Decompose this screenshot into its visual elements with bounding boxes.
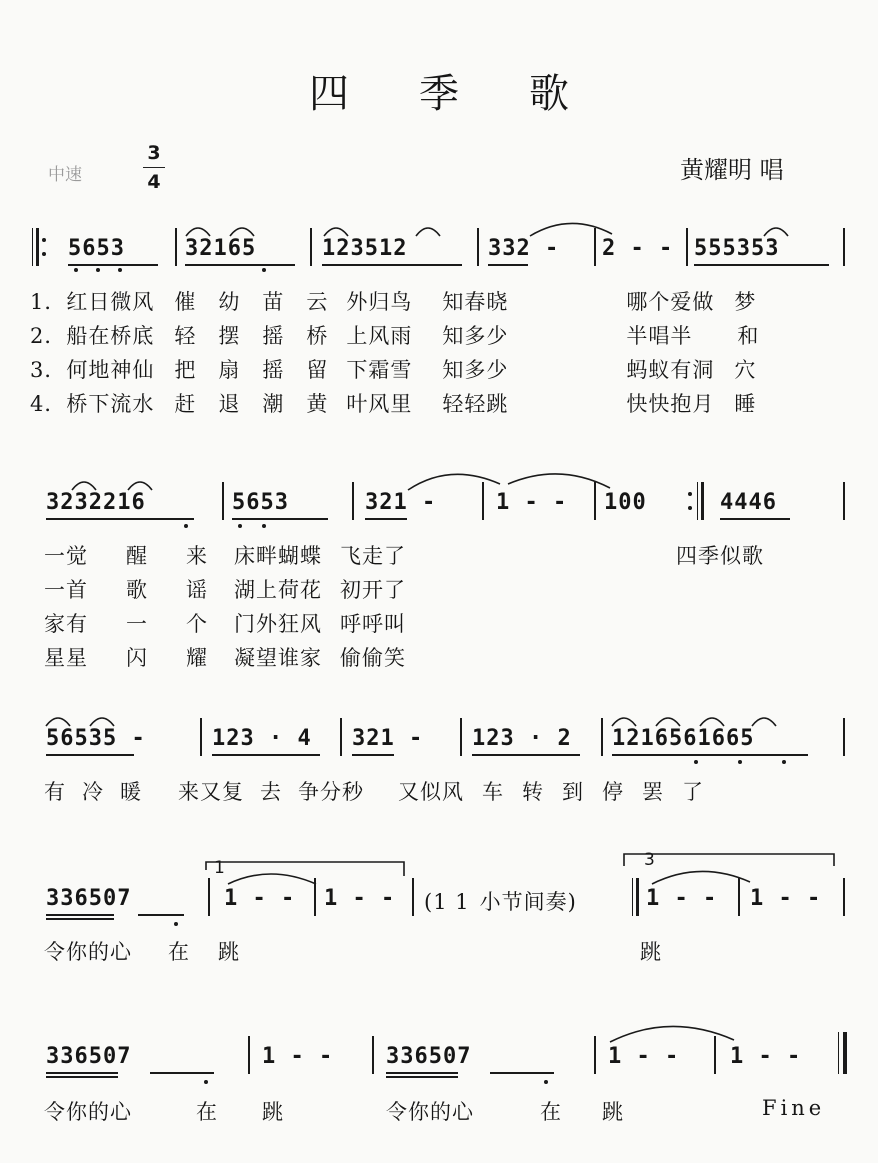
measure: 332 - xyxy=(488,236,560,261)
tempo-marking: 中速 xyxy=(48,165,82,185)
measure: 3232216 xyxy=(46,490,146,515)
lyric: 初开了 xyxy=(340,578,406,602)
lyric: 幼 xyxy=(218,290,241,314)
slur xyxy=(230,228,254,236)
lyric: 1．红日微风 xyxy=(30,290,155,314)
fine-marking: Fine xyxy=(762,1096,826,1120)
lyric: 来又复 xyxy=(178,780,244,804)
lyric: 退 xyxy=(218,392,241,416)
lyric: 2．船在桥底 xyxy=(30,324,155,348)
third-ending-bracket xyxy=(624,854,834,866)
lyric: 令你的心 xyxy=(44,1100,132,1124)
lyric: 床畔蝴蝶 xyxy=(234,544,322,568)
measure: 1 - - xyxy=(262,1044,334,1069)
lyric: 外归鸟 xyxy=(346,290,413,314)
lyric: 在 xyxy=(168,940,190,964)
lyric: 跳 xyxy=(602,1100,624,1124)
lyric: 到 xyxy=(562,780,584,804)
lyric: 留 xyxy=(306,358,329,382)
measure: 321 - xyxy=(365,490,437,515)
lyric: 叶风里 xyxy=(346,392,413,416)
lyric: 湖上荷花 xyxy=(234,578,322,602)
tie xyxy=(530,223,612,236)
lyric: 来 xyxy=(186,544,208,568)
lyric: 呼呼叫 xyxy=(340,612,406,636)
lyric: 罢 xyxy=(642,780,664,804)
lyric: 穴 xyxy=(734,358,757,382)
lyric: 潮 xyxy=(262,392,285,416)
lyric: 一觉 xyxy=(44,544,88,568)
measure: 1 - - xyxy=(496,490,568,515)
lyric: 睡 xyxy=(734,392,757,416)
lyric: 有 xyxy=(44,780,66,804)
lyric: 跳 xyxy=(218,940,240,964)
tie xyxy=(228,874,316,884)
lyric: 转 xyxy=(522,780,544,804)
lyric: 闪 xyxy=(126,646,148,670)
measure: 123 · 2 xyxy=(472,726,572,751)
measure: 1 - - xyxy=(750,886,822,911)
lyric: 黄 xyxy=(306,392,329,416)
lyric: 在 xyxy=(196,1100,218,1124)
lyric: 歌 xyxy=(126,578,148,602)
measure: 1 - - xyxy=(730,1044,802,1069)
measure: 5653 xyxy=(232,490,289,515)
lyric: 3．何地神仙 xyxy=(30,358,155,382)
measure: 32165 xyxy=(185,236,257,261)
lyric: 了 xyxy=(682,780,704,804)
lyric: 催 xyxy=(174,290,197,314)
interlude-label: 小节间奏) xyxy=(479,890,577,914)
lyric: 苗 xyxy=(262,290,285,314)
tie xyxy=(610,1026,734,1042)
lyric: 车 xyxy=(482,780,504,804)
lyric: 把 xyxy=(174,358,197,382)
song-title: 四季歌 xyxy=(309,71,639,117)
lyric: 令你的心 xyxy=(386,1100,474,1124)
lyric: 门外狂风 xyxy=(234,612,322,636)
first-ending-number: 1 xyxy=(214,858,225,878)
lyric: 和 xyxy=(737,324,760,348)
measure: 1 - - xyxy=(646,886,718,911)
lyric: 赶 xyxy=(174,392,197,416)
slur xyxy=(656,718,680,726)
lyric: 飞走了 xyxy=(340,544,406,568)
singer-credit: 黄耀明 唱 xyxy=(680,156,784,184)
lyric: 梦 xyxy=(734,290,757,314)
lyric: 四季似歌 xyxy=(676,544,764,568)
lyric: 冷 xyxy=(82,780,104,804)
measure: 5653 xyxy=(68,236,125,261)
lyric: 跳 xyxy=(640,940,662,964)
lyric: 桥 xyxy=(306,324,329,348)
time-signature-bottom: 4 xyxy=(147,171,161,193)
lyric: 知多少 xyxy=(442,324,509,348)
lyric: 令你的心 xyxy=(44,940,132,964)
slur xyxy=(612,718,636,726)
measure: 1216561665 xyxy=(612,726,755,751)
lyric: 星星 xyxy=(44,646,88,670)
measure: 123512 xyxy=(322,236,408,261)
measure: 100 xyxy=(604,490,647,515)
lyric: 4．桥下流水 xyxy=(30,392,155,416)
interlude-open: (1 1 xyxy=(424,890,470,914)
time-signature-top: 3 xyxy=(147,142,161,164)
measure: 336507 xyxy=(46,886,132,911)
first-ending-bracket xyxy=(206,862,404,876)
lyric: 轻轻跳 xyxy=(442,392,509,416)
measure: 4446 xyxy=(720,490,777,515)
measure: 1 - - xyxy=(324,886,396,911)
lyric: 上风雨 xyxy=(346,324,413,348)
slur xyxy=(324,228,348,236)
tie xyxy=(508,474,610,488)
lyric: 谣 xyxy=(186,578,208,602)
lyric: 知多少 xyxy=(442,358,509,382)
slur xyxy=(128,482,152,490)
lyric: 暖 xyxy=(120,780,142,804)
slur xyxy=(90,718,114,726)
slur xyxy=(46,718,70,726)
measure: 555353 xyxy=(694,236,780,261)
third-ending-number: 3 xyxy=(644,850,655,870)
lyric: 快快抱月 xyxy=(626,392,715,416)
slur xyxy=(700,718,724,726)
slur xyxy=(72,482,96,490)
lyric: 云 xyxy=(306,290,329,314)
lyric: 凝望谁家 xyxy=(234,646,322,670)
lyric: 偷偷笑 xyxy=(340,646,406,670)
measure: 321 - xyxy=(352,726,424,751)
lyric: 知春晓 xyxy=(442,290,509,314)
tie xyxy=(652,871,750,884)
measure: 2 - - xyxy=(602,236,674,261)
lyric: 下霜雪 xyxy=(346,358,413,382)
slur xyxy=(416,228,440,236)
lyric: 蚂蚁有洞 xyxy=(626,358,715,382)
measure: 56535 - xyxy=(46,726,146,751)
lyric: 一 xyxy=(126,612,148,636)
measure: 336507 xyxy=(46,1044,132,1069)
slur xyxy=(186,228,210,236)
lyric: 摇 xyxy=(262,358,285,382)
lyric: 摆 xyxy=(218,324,241,348)
lyric: 个 xyxy=(186,612,208,636)
lyric: 在 xyxy=(540,1100,562,1124)
lyric: 停 xyxy=(602,780,624,804)
lyric: 哪个爱做 xyxy=(626,290,715,314)
measure: 336507 xyxy=(386,1044,472,1069)
lyric: 一首 xyxy=(44,578,88,602)
lyric: 耀 xyxy=(186,646,208,670)
lyric: 又似风 xyxy=(398,780,464,804)
lyric: 家有 xyxy=(44,612,88,636)
slur xyxy=(764,228,788,236)
measure: 1 - - xyxy=(608,1044,680,1069)
lyric: 轻 xyxy=(174,324,197,348)
lyric: 摇 xyxy=(262,324,285,348)
lyric: 扇 xyxy=(218,358,241,382)
lyric: 争分秒 xyxy=(298,780,364,804)
lyric: 跳 xyxy=(262,1100,284,1124)
lyric: 半唱半 xyxy=(626,324,693,348)
measure: 1 - - xyxy=(224,886,296,911)
tie xyxy=(408,474,500,490)
slur xyxy=(752,718,776,726)
lyric: 去 xyxy=(260,780,282,804)
lyric: 醒 xyxy=(126,544,148,568)
measure: 123 · 4 xyxy=(212,726,312,751)
